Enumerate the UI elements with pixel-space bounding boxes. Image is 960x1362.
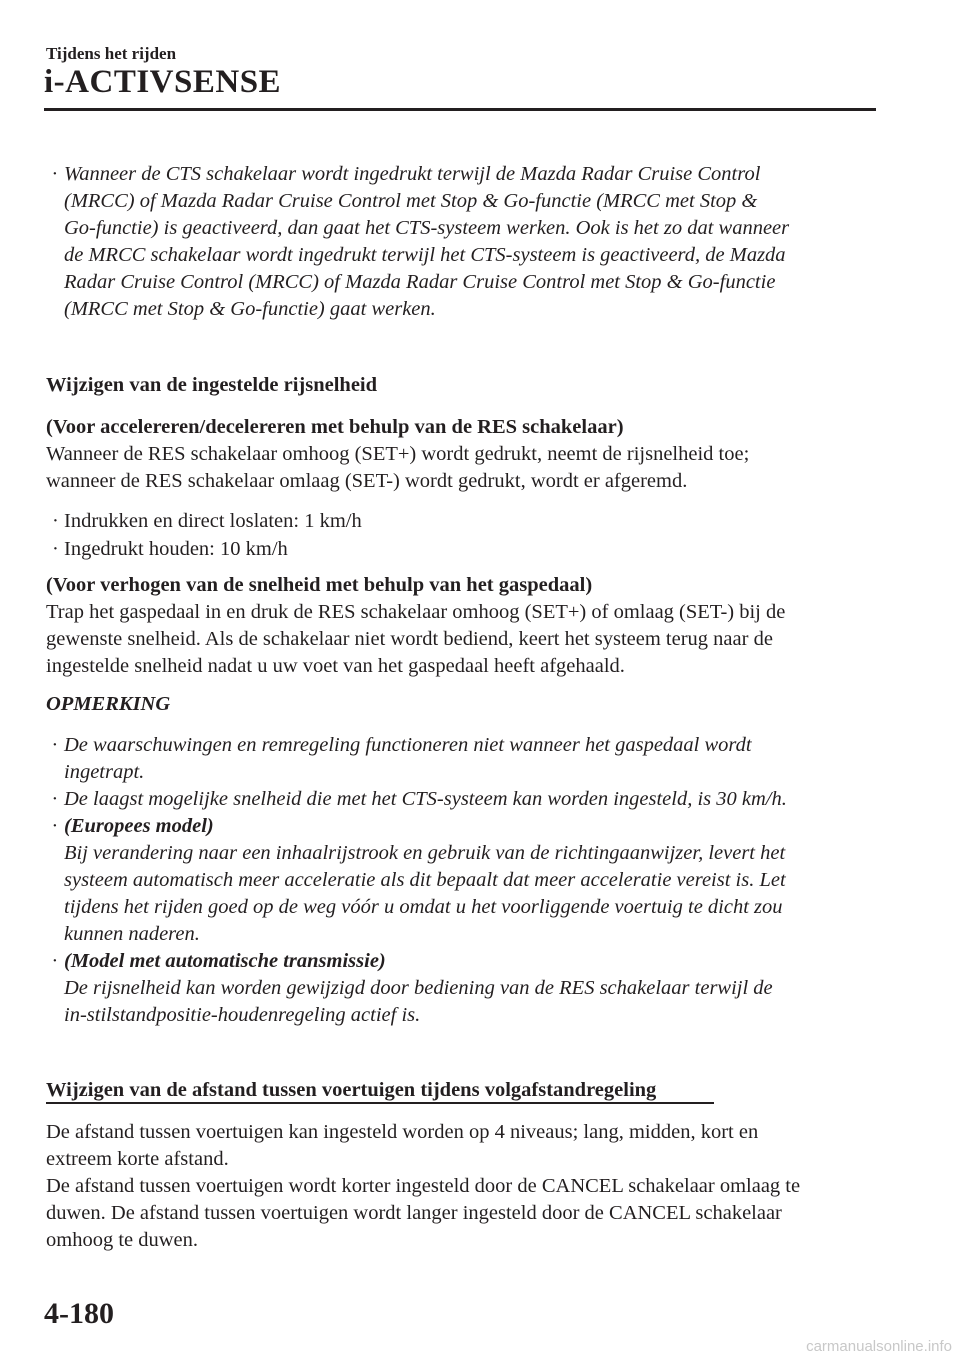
intro-line: (MRCC met Stop & Go-functie) gaat werken.: [64, 298, 436, 320]
page-number: 4-180: [44, 1297, 114, 1330]
note-line: De laagst mogelijke snelheid die met het CTS-systeem kan worden ingesteld, is 30 km/h.: [64, 788, 787, 810]
text-line: Wanneer de RES schakelaar omhoog (SET+) wordt gedrukt, neemt de rijsnelheid toe;: [46, 443, 750, 465]
note-heading: OPMERKING: [46, 693, 171, 715]
bullet-text: Indrukken en direct loslaten: 1 km/h: [64, 510, 362, 532]
intro-line: Radar Cruise Control (MRCC) of Mazda Radar Cruise Control met Stop & Go-functie: [64, 271, 776, 293]
bullet-dot: ·: [52, 538, 59, 560]
text-line: wanneer de RES schakelaar omlaag (SET-) wordt gedrukt, wordt er afgeremd.: [46, 470, 688, 492]
text-line: De afstand tussen voertuigen wordt korter ingesteld door de CANCEL schakelaar omlaag te: [46, 1175, 801, 1197]
intro-line: (MRCC) of Mazda Radar Cruise Control met Stop & Go-functie (MRCC met Stop &: [64, 190, 758, 212]
intro-line: de MRCC schakelaar wordt ingedrukt terwijl het CTS-systeem is geactiveerd, de Mazda: [64, 244, 786, 266]
note-bullet: [46, 813, 876, 948]
note-line: De waarschuwingen en remregeling functioneren niet wanneer het gaspedaal wordt: [64, 734, 752, 756]
header-divider: [44, 108, 876, 111]
section-label: Tijdens het rijden: [46, 44, 177, 63]
text-line: Trap het gaspedaal in en druk de RES schakelaar omhoog (SET+) of omlaag (SET-) bij de: [46, 601, 786, 623]
speed-bullet: [46, 536, 876, 563]
note-bullet-title: (Europees model): [64, 815, 214, 837]
note-bullet-title: (Model met automatische transmissie): [64, 950, 386, 972]
note-line: De rijsnelheid kan worden gewijzigd door bediening van de RES schakelaar terwijl de: [64, 977, 773, 999]
bullet-dot: ·: [52, 163, 58, 185]
speed-bullet: [46, 508, 876, 535]
text-line: extreem korte afstand.: [46, 1148, 229, 1170]
speed-sub2-text: [46, 599, 876, 680]
note-line: systeem automatisch meer acceleratie als dit bepaalt dat meer acceleratie vereist is. Let: [64, 869, 786, 891]
text-line: gewenste snelheid. Als de schakelaar niet wordt bediend, keert het systeem terug naar de: [46, 628, 773, 650]
heading-underline: [46, 1102, 714, 1104]
text-line: duwen. De afstand tussen voertuigen wordt langer ingesteld door de CANCEL schakelaar: [46, 1202, 782, 1224]
note-line: in-stilstandpositie-houdenregeling actief is.: [64, 1004, 421, 1026]
note-line: kunnen naderen.: [64, 923, 200, 945]
note-bullet: [46, 786, 876, 813]
text-line: omhoog te duwen.: [46, 1229, 199, 1251]
note-line: ingetrapt.: [64, 761, 145, 783]
speed-sub2-heading: (Voor verhogen van de snelheid met behulp van het gaspedaal): [46, 574, 593, 596]
chapter-title: i-ACTIVSENSE: [44, 64, 282, 100]
speed-sub1-heading: (Voor accelereren/decelereren met behulp van de RES schakelaar): [46, 416, 624, 438]
note-line: Bij verandering naar een inhaalrijstrook en gebruik van de richtingaanwijzer, levert het: [64, 842, 786, 864]
bullet-dot: ·: [52, 815, 58, 837]
note-bullet: [46, 948, 876, 1029]
bullet-dot: ·: [52, 950, 58, 972]
intro-line: Go-functie) is geactiveerd, dan gaat het CTS-systeem werken. Ook is het zo dat wanneer: [64, 217, 790, 239]
text-line: ingestelde snelheid nadat u uw voet van het gaspedaal heeft afgehaald.: [46, 655, 625, 677]
distance-section-heading: Wijzigen van de afstand tussen voertuigen tijdens volgafstandregeling: [46, 1079, 657, 1101]
bullet-text: Ingedrukt houden: 10 km/h: [64, 538, 288, 560]
bullet-dot: ·: [52, 510, 59, 532]
note-line: tijdens het rijden goed op de weg vóór u omdat u het voorliggende voertuig te dicht zou: [64, 896, 783, 918]
speed-section-heading: Wijzigen van de ingestelde rijsnelheid: [46, 374, 378, 396]
intro-line: Wanneer de CTS schakelaar wordt ingedrukt terwijl de Mazda Radar Cruise Control: [64, 163, 761, 185]
speed-sub1-text: [46, 441, 876, 495]
bullet-dot: ·: [52, 734, 58, 756]
bullet-dot: ·: [52, 788, 58, 810]
text-line: De afstand tussen voertuigen kan ingesteld worden op 4 niveaus; lang, midden, kort en: [46, 1121, 759, 1143]
watermark: carmanualsonline.info: [806, 1338, 952, 1355]
intro-bullet: [46, 161, 876, 323]
note-bullet: [46, 732, 876, 786]
distance-text: [46, 1119, 876, 1254]
